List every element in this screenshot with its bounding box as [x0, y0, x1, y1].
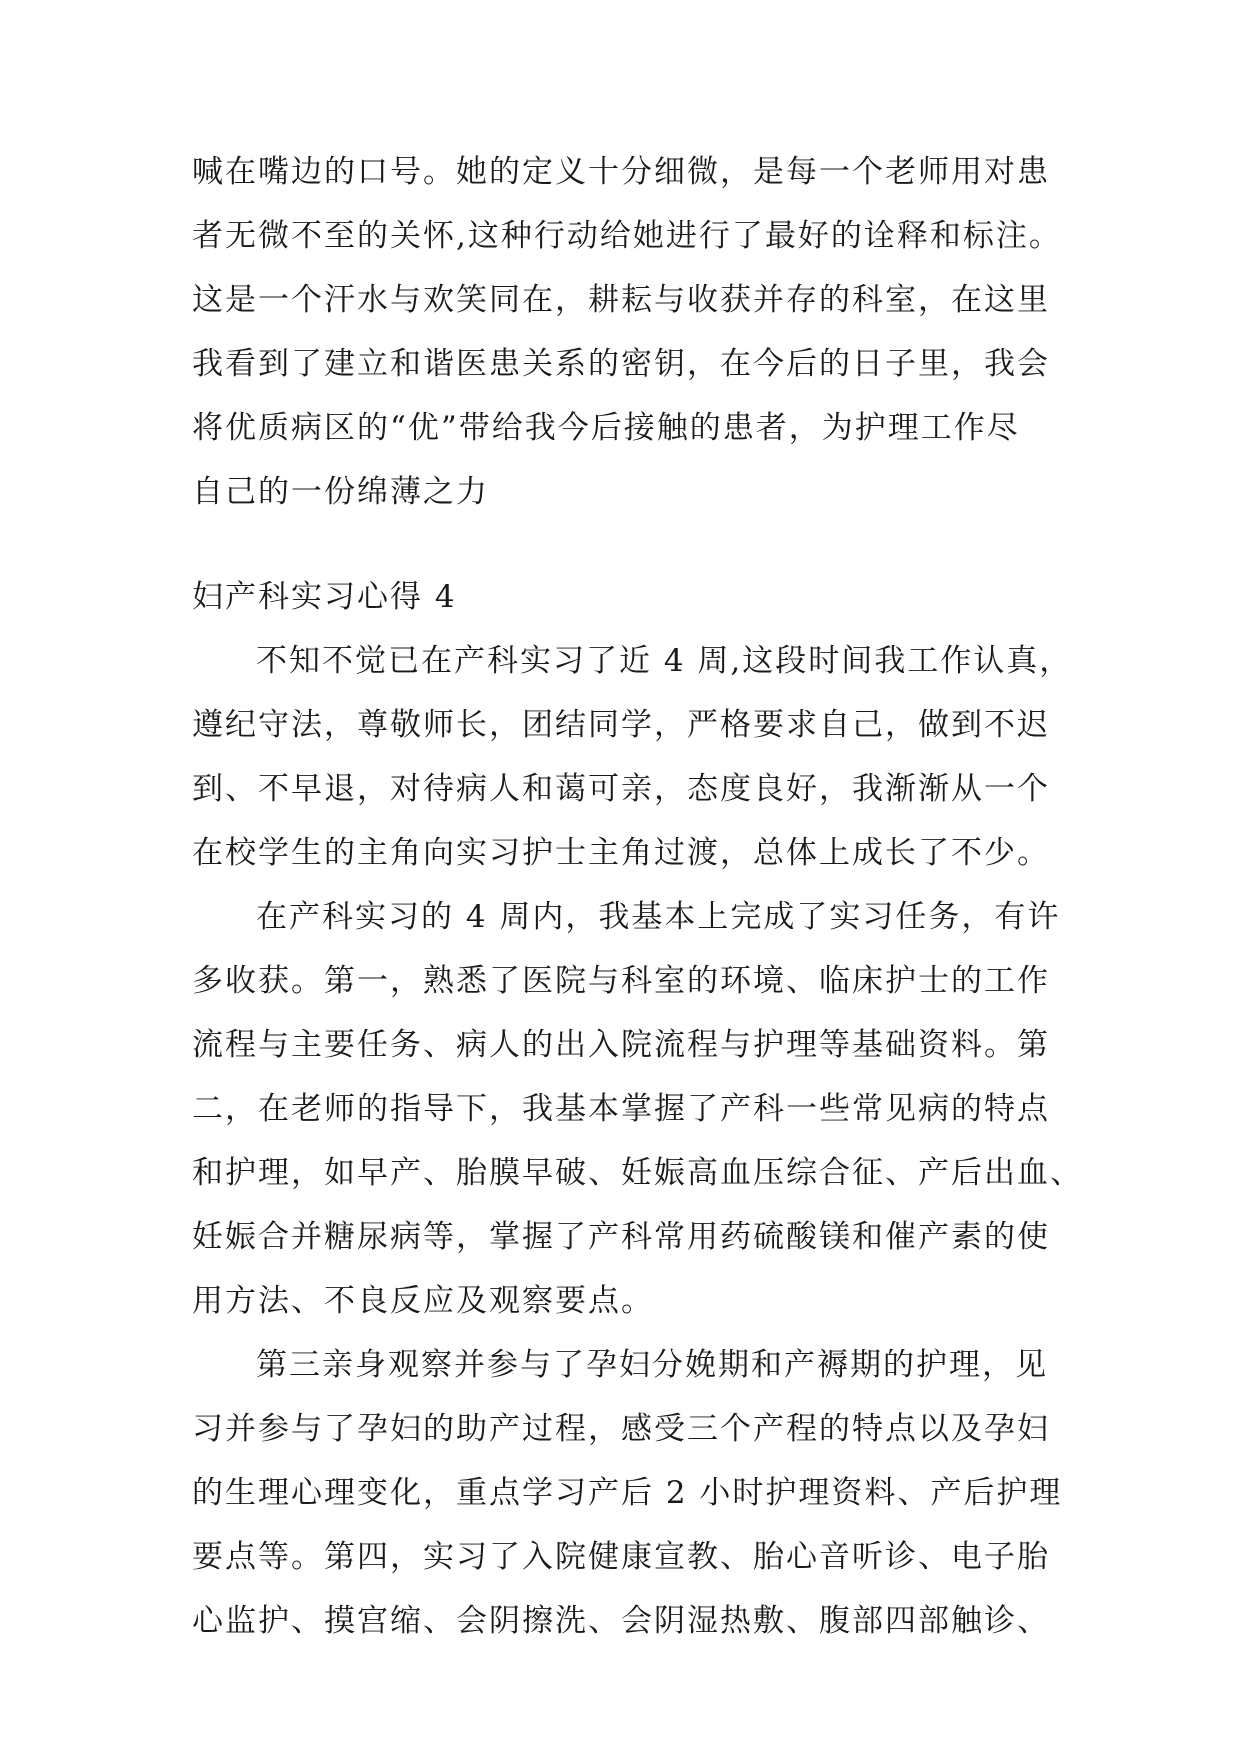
paragraph-line: 第三亲身观察并参与了孕妇分娩期和产褥期的护理，见 [256, 1347, 1048, 1383]
text-line: 自己的一份绵薄之力 [192, 474, 489, 510]
section-heading: 妇产科实习心得 4 [192, 579, 457, 615]
text-line: 我看到了建立和谐医患关系的密钥，在今后的日子里，我会 [192, 346, 1050, 382]
paragraph-line: 不知不觉已在产科实习了近 4 周,这段时间我工作认真， [256, 643, 1073, 679]
paragraph-line: 的生理心理变化，重点学习产后 2 小时护理资料、产后护理 [192, 1475, 1063, 1511]
paragraph-line: 要点等。第四，实习了入院健康宣教、胎心音听诊、电子胎 [192, 1539, 1050, 1575]
paragraph-line: 在校学生的主角向实习护士主角过渡，总体上成长了不少。 [192, 835, 1050, 871]
text-line: 者无微不至的关怀,这种行动给她进行了最好的诠释和标注。 [192, 218, 1062, 254]
text-line: 这是一个汗水与欢笑同在，耕耘与收获并存的科室，在这里 [192, 282, 1050, 318]
paragraph-line: 流程与主要任务、病人的出入院流程与护理等基础资料。第 [192, 1027, 1050, 1063]
paragraph-line: 用方法、不良反应及观察要点。 [192, 1283, 654, 1319]
paragraph-line: 到、不早退，对待病人和蔼可亲，态度良好，我渐渐从一个 [192, 771, 1050, 807]
paragraph-line: 多收获。第一，熟悉了医院与科室的环境、临床护士的工作 [192, 963, 1050, 999]
paragraph-line: 和护理，如早产、胎膜早破、妊娠高血压综合征、产后出血、 [192, 1155, 1083, 1191]
paragraph-line: 遵纪守法，尊敬师长，团结同学，严格要求自己，做到不迟 [192, 707, 1050, 743]
paragraph-line: 二，在老师的指导下，我基本掌握了产科一些常见病的特点 [192, 1091, 1050, 1127]
paragraph-line: 妊娠合并糖尿病等，掌握了产科常用药硫酸镁和催产素的使 [192, 1219, 1050, 1255]
paragraph-line: 心监护、摸宫缩、会阴擦洗、会阴湿热敷、腹部四部触诊、 [192, 1603, 1050, 1639]
text-line: 将优质病区的“优”带给我今后接触的患者，为护理工作尽 [192, 410, 1020, 446]
text-line: 喊在嘴边的口号。她的定义十分细微，是每一个老师用对患 [192, 154, 1050, 190]
paragraph-line: 在产科实习的 4 周内，我基本上完成了实习任务，有许 [256, 899, 1061, 935]
paragraph-line: 习并参与了孕妇的助产过程，感受三个产程的特点以及孕妇 [192, 1411, 1050, 1447]
